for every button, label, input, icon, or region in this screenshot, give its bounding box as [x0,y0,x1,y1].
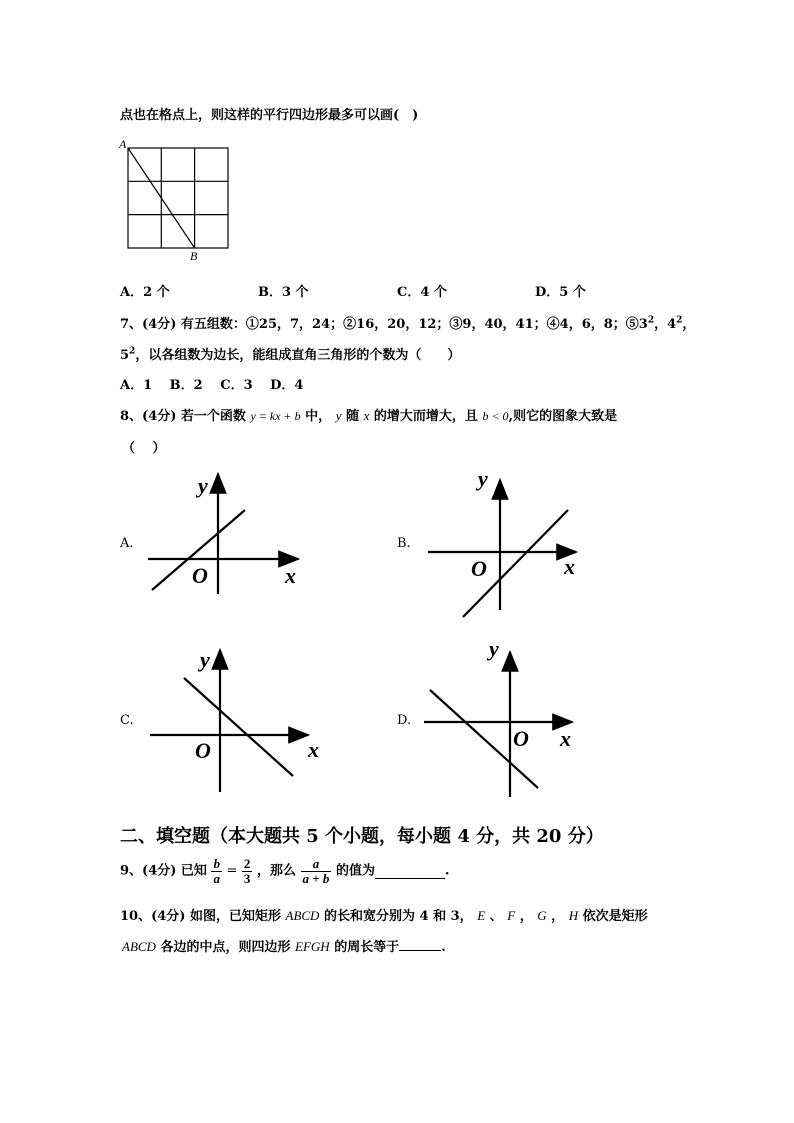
q7-sup-1: 2 [647,315,655,326]
q9-line [120,857,450,886]
q8-mid1: 中， [305,409,332,424]
q10-h: H [568,908,579,923]
graph-a-option-label[interactable]: A. [120,536,134,551]
q9-fraction-2-over-3 [242,857,253,886]
q8-mid2: 随 [346,409,360,424]
q9-frac1-num: b [213,856,220,871]
q9-frac1-den: a [213,871,220,886]
q10-f: F [507,908,516,923]
q10-suffix: 的周长等于 [334,940,400,955]
q7-text-1: 7、(4分) 有五组数：①25，7，24；②16，20，12；③9，40，41；④4，6，8；⑤3 [120,317,648,332]
q9-suffix: 的值为 [335,863,375,879]
q6-text-tail: 点也在格点上，则这样的平行四边形最多可以画( ) [120,108,419,123]
q8-suffix: ,则它的图象大致是 [508,409,618,424]
graph-d-option-label[interactable]: D. [397,713,412,728]
graph-d-x-label: x [560,726,571,751]
graph-b-option-label[interactable]: B. [397,536,411,551]
q7-text-2: ，4 [654,317,677,332]
q8-var-y: y [335,408,342,423]
q10-abcd-2: ABCD [122,939,156,954]
q10-line1 [120,905,648,924]
q9-answer-blank[interactable] [375,864,445,879]
q10-e: E [477,908,486,923]
q8-formula: y = kx + b [250,409,301,423]
q6-option-c[interactable]: C．4 个 [397,285,447,300]
q10-efgh: EFGH [295,939,330,954]
q9-fraction-b-over-a [211,857,222,886]
q7-line1 [120,313,695,332]
q10-answer-blank[interactable] [399,938,441,951]
q8-paren: （ ） [122,441,166,456]
graph-c[interactable] [140,642,340,802]
q6-option-a[interactable]: A．2 个 [120,285,170,300]
graph-c-y-label: y [200,647,210,672]
graph-a-origin: O [192,563,208,588]
q8-mid3: 的增大而增大，且 [373,409,478,424]
q9-frac3-den: a + b [302,871,330,886]
graph-a-y-label: y [198,473,208,498]
grid-figure [116,136,236,264]
q10-end: . [441,940,446,955]
graph-b-origin: O [471,556,487,581]
q9-frac3-num: a [301,857,332,872]
q8-line1 [120,405,617,424]
q10-sep1: 、 [489,909,503,924]
graph-b-x-label: x [564,554,575,579]
q6-option-b[interactable]: B．3 个 [258,285,309,300]
q9-equals: = [226,863,238,879]
q9-frac2-num: 2 [243,856,251,871]
q10-mid2: 依次是矩形 [582,909,648,924]
q6-option-d[interactable]: D．5 个 [535,285,586,300]
q9-prefix: 9、(4分) 已知 [120,863,207,879]
grid-label-a: A [119,137,127,151]
q10-mid1: 的长和宽分别为 4 和 3， [323,909,473,924]
q10-line2 [122,936,446,955]
graph-a-x-label: x [285,563,296,588]
q10-sep2: ， [519,909,533,924]
graph-d-y-label: y [489,636,499,661]
q10-sep3: ， [551,909,565,924]
q8-condition: b < 0 [482,409,509,423]
q9-frac2-den: 3 [243,871,251,886]
graph-c-option-label[interactable]: C. [120,713,134,728]
q10-abcd: ABCD [285,908,320,923]
q10-prefix: 10、(4分) 如图，已知矩形 [120,909,281,924]
graph-b[interactable] [420,460,595,620]
graph-b-y-label: y [478,466,488,491]
grid-label-b: B [190,249,198,263]
graph-a[interactable] [140,466,315,596]
section-2-title: 二、填空题（本大题共 5 个小题，每小题 4 分，共 20 分） [120,826,604,847]
graph-c-x-label: x [308,737,319,762]
q9-end: . [444,863,450,879]
q7-sup-3: 2 [129,346,136,357]
graph-d-origin: O [513,726,529,751]
q9-fraction-a-over-a-plus-b [301,857,332,886]
q8-var-x: x [363,408,370,423]
graph-d[interactable] [420,632,595,802]
q7-text-5: ，以各组数为边长，能组成直角三角形的个数为（ ） [135,348,461,363]
q7-sup-2: 2 [676,315,683,326]
q8-prefix: 8、(4分) 若一个函数 [120,409,246,424]
q7-text-4: 5 [120,348,130,363]
q7-line2 [120,344,460,363]
q10-g: G [537,908,547,923]
q10-mid3: 各边的中点，则四边形 [160,940,291,955]
q7-options[interactable]: A．1 B．2 C．3 D．4 [120,378,304,393]
q9-mid: ，那么 [256,863,296,879]
graph-c-origin: O [195,738,211,763]
q7-text-3: ， [682,317,696,332]
